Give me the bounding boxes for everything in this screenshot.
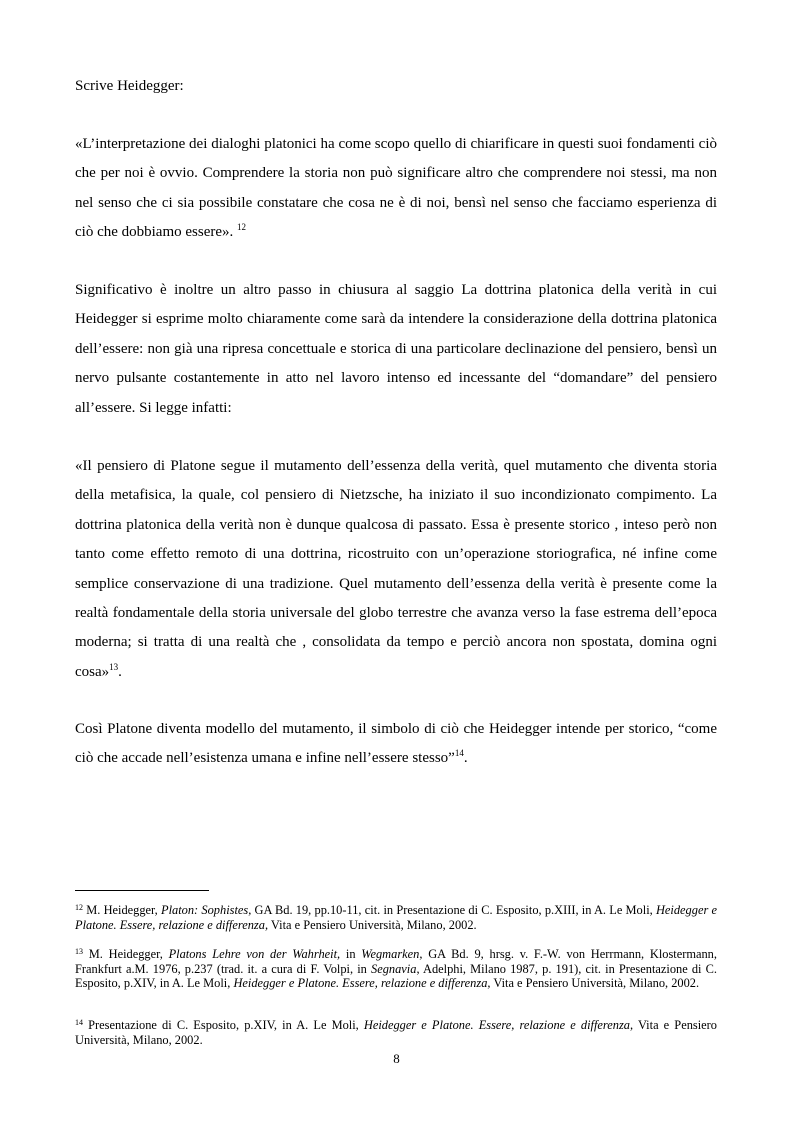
fn12-part: M. Heidegger, [83,903,162,917]
body-paragraph-4 [75,715,717,774]
footnote-13 [75,947,717,991]
fn13-part: Vita e Pensiero Università, Milano, 2002. [490,976,700,990]
quote-paragraph-2 [75,452,717,687]
paragraph-4-period: . [463,750,468,767]
footnote-14-number: 14 [75,1018,83,1027]
page-number: 8 [393,1051,400,1066]
fn12-title-italic: Platon: Sophistes, [161,903,252,917]
fn13-collection-italic: Wegmarken, [361,947,423,961]
fn13-translation-italic: Segnavia [371,961,417,976]
fn13-part: in [340,947,362,961]
fn13-part: M. Heidegger, [83,947,169,961]
quote-1-text: «L’interpretazione dei dialoghi platonici ha come scopo quello di chiarificare in questi suoi fondamenti ciò che per noi è ovvio. Comprendere la storia non può significare altro che comprendere noi stessi, ma non nel senso che ci sia possibile constatare che cosa ne è di noi, bensì nel senso che facciamo esperienza di ciò che dobbiamo essere». [75,136,717,241]
quote-2-period: . [118,663,122,680]
fn14-part: Presentazione di C. Esposito, p.XIV, in A. Le Moli, [83,1018,364,1032]
fn13-part: GA Bd. 9, hrsg. v. F.-W. von Herrmann, Klostermann, Frankfurt a.M. 1976, p.237 (trad. it. a cura di F. Volpi, in [75,947,717,976]
fn14-book-italic: Heidegger e Platone. Essere, relazione e differenza, [363,1018,634,1032]
body-paragraph-2 [75,276,717,423]
fn14-part: Vita e Pensiero Università, Milano, 2002. [75,1018,717,1047]
footnote-ref-13[interactable]: 13 [109,661,119,672]
fn12-book-italic: Heidegger e Platone. Essere, relazione e differenza, [75,903,717,932]
footnote-12 [75,903,717,932]
fn13-part: , Adelphi, Milano 1987, p. 191), cit. in Presentazione di C. Esposito, p.XIV, in A. Le Moli, [75,961,717,990]
footnote-12-number: 12 [75,903,83,912]
footnote-ref-14[interactable]: 14 [454,748,464,759]
fn13-title-italic: Platons Lehre von der Wahrheit, [168,947,341,961]
paragraph-2-text: Significativo è inoltre un altro passo in chiusura al saggio La dottrina platonica della verità in cui Heidegger si esprime molto chiaramente come sarà da intendere la considerazione della dottrina platonica dell’essere: non già una ripresa concettuale e storica di una particolare declinazione del pensiero, bensì un nervo pulsante costantemente in atto nel lavoro intenso ed incessante del “domandare” del pensiero all’essere. Si legge infatti: [75,282,717,416]
quote-2-text: «Il pensiero di Platone segue il mutamento dell’essenza della verità, quel mutamento che diventa storia della metafisica, la quale, col pensiero di Nietzsche, ha iniziato il suo incondizionato compimento. La dottrina platonica della verità non è dunque qualcosa di passato. Essa è presente storico , inteso però non tanto come effetto remoto di una dottrina, ricostruito con un’operazione storiografica, né infine come semplice conservazione di una tradizione. Quel mutamento dell’essenza della verità è presente come la realtà fondamentale della storia universale del globo terrestre che avanza verso la fase estrema dell’epoca moderna; si tratta di una realtà che , consolidata da tempo e perciò ancora non spostata, domina ogni cosa» [75,458,717,680]
paragraph-4-text: Così Platone diventa modello del mutamento, il simbolo di ciò che Heidegger intende per storico, “come ciò che accade nell’esistenza umana e infine nell’essere stesso” [75,721,717,767]
fn12-part: GA Bd. 19, pp.10-11, cit. in Presentazione di C. Esposito, p.XIII, in A. Le Moli, [251,903,656,917]
footnote-separator [75,890,209,891]
intro-line-text: Scrive Heidegger: [75,78,184,94]
footnote-14 [75,1018,717,1047]
quote-paragraph-1 [75,130,717,248]
footnote-ref-12[interactable]: 12 [237,222,247,233]
footnote-13-number: 13 [75,947,83,956]
fn12-part: Vita e Pensiero Università, Milano, 2002. [268,917,477,932]
fn13-book-italic: Heidegger e Platone. Essere, relazione e differenza, [233,976,491,990]
intro-line [75,72,717,101]
